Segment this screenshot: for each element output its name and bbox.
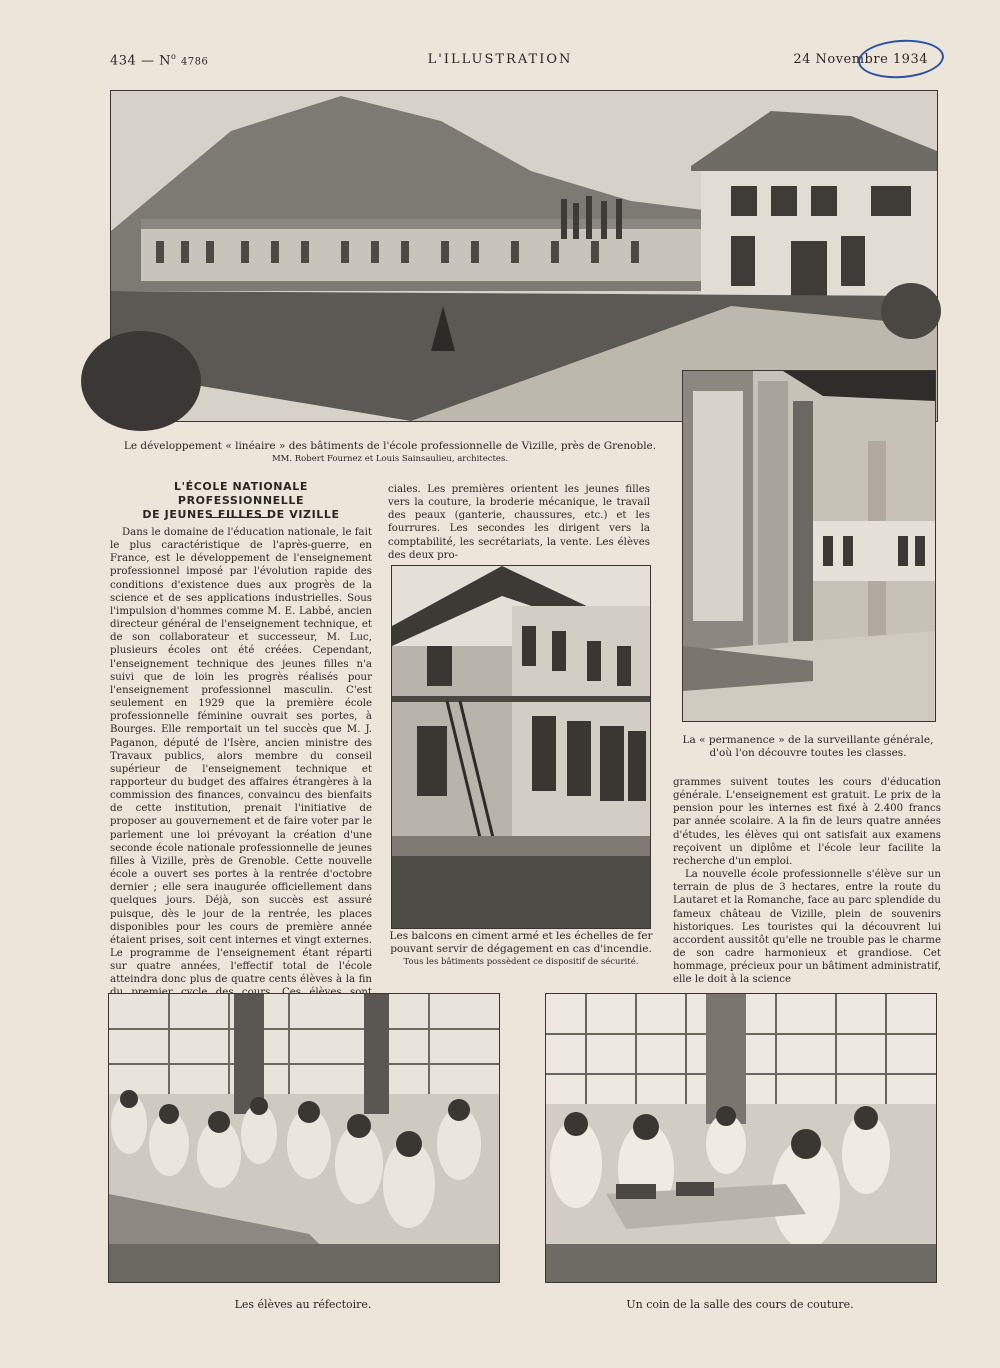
photo-balcons [391,565,651,929]
issue-date: 24 Novembre 1934 [793,52,928,67]
caption-refectoire: Les élèves au réfectoire. [234,1298,372,1311]
photo-refectoire [108,993,500,1283]
ink-circle-annotation [857,37,945,81]
photo-permanence [682,370,936,722]
caption-permanence: La « permanence » de la surveillante générale, d'où l'on découvre toutes les classes. [682,734,934,759]
article-column-1: Dans le domaine de l'éducation nationale, le fait le plus caractéristique de l'après-guerre, en France, est le développement de l'enseignement professionnel imposé par l'évolution rapide des conditions d'existence dues aux progrès de la science et de ses applications industrielles. Sous l'impulsion d'hommes comme M. E. Labbé, ancien directeur général de l'enseignement technique, et de son collaborateur et successeur, M. Luc, plusieurs écoles ont été créées. Cependant, l'enseignement technique des jeunes filles n'a suivi que de loin les progrès réalisés pour l'enseignement professionnel masculin. C'est seulement en 1929 que la première école professionnelle féminine ouvrait ses portes, à Bourges. Elle remportait un tel succès que M. J. Paganon, député de l'Isère, ancien ministre des Travaux publics, alors membre du conseil supérieur de l'enseignement technique et rapporteur du budget des affaires étrangères à la commission des finances, convaincu des bienfaits de cette institution, prenait l'initiative de proposer au gouvernement et de faire voter par le parlement une loi prévoyant la création d'une seconde école nationale professionnelle de jeunes filles à Vizille, près de Grenoble. Cette nouvelle école a ouvert ses portes à la rentrée d'octobre dernier ; elle sera inaugurée officiellement dans quelques jours. Déjà, son succès est assuré puisque, dès le jour de la rentrée, les places disponibles pour les cours de première année étaient prises, soit cent internes et vingt externes. Le programme de l'enseignement étant réparti sur quatre années, l'effectif total de l'école atteindra donc plus de quatre cents élèves à la fin [110,527,372,986]
caption-couture: Un coin de la salle des cours de couture. [626,1298,854,1311]
title-rule [210,517,272,518]
article-column-2: ciales. Les premières orientent les jeunes filles vers la couture, la broderie mécanique, le travail des peaux (ganterie, chaussures, etc.) et les fourrures. Les secondes les dirigent vers la comptabilité, les secrétariats, la vente. Les élèves des deux pro- [388,484,650,561]
photo-couture [545,993,937,1283]
article-title: L'ÉCOLE NATIONALE PROFESSIONNELLE DE JEUNES FILLES DE VIZILLE [142,480,340,521]
article-column-3: grammes suivent toutes les cours d'éducation générale. L'enseignement est gratuit. Le prix de la pension pour les internes est fixé à 2.400 francs par année scolaire. A la fin de leurs quatre années d'études, les élèves qui ont satisfait aux examens reçoivent un diplôme et l'école leur facilite la recherche d'un emploi. La nouvelle école professionnelle s'élève sur un terrain de plus de 3 hectares, entre la route du Lautaret et la Romanche, face au parc splendide du fameux château de Vizille, plein de souvenirs historiques. Les touristes qui la découvrent lui accordent aussitôt qu'elle ne trouble pas le charme de son cadre harmonieux et grandiose. Cet hommage, précieux pour un bâtiment administratif, elle le doit à la science [673,777,941,986]
caption-balcons: Les balcons en ciment armé et les échelles de fer pouvant servir de dégagement en cas d'incendie. Tous les bâtiments possèdent ce dispositif de sécurité. [389,930,653,967]
caption-top: Le développement « linéaire » des bâtiments de l'école professionnelle de Vizille, près de Grenoble. MM. Robert Fournez et Louis Sainsaulieu, architectes. [123,440,657,464]
page-number: 434 — $N^o$ 4786 [110,52,209,69]
magazine-title: L'ILLUSTRATION [427,52,573,67]
